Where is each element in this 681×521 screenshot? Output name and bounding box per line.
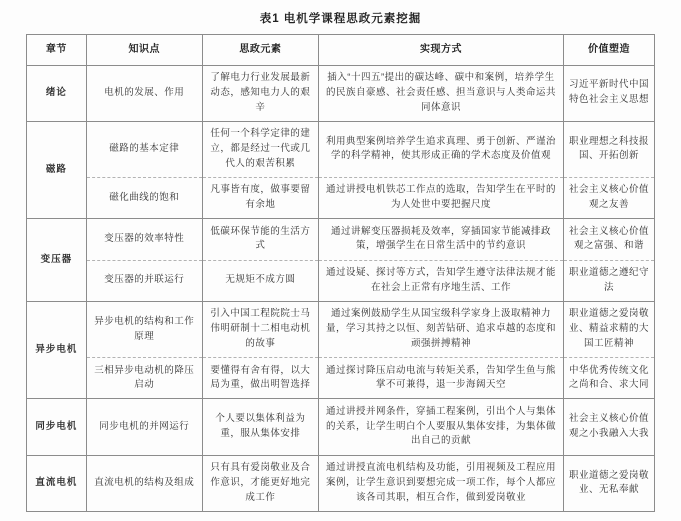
table-row	[27, 178, 655, 219]
knowledge-cell: 同步电机的并网运行	[86, 399, 202, 455]
table-row	[27, 455, 655, 511]
knowledge-cell: 异步电机的结构和工作原理	[86, 301, 202, 357]
chapter-cell: 变压器	[27, 219, 87, 302]
table-row	[27, 260, 655, 301]
table-row	[27, 301, 655, 357]
knowledge-cell: 变压器的并联运行	[86, 260, 202, 301]
col-header-method: 实现方式	[319, 35, 564, 66]
ideology-elements-table	[26, 34, 655, 512]
value-cell: 中华优秀传统文化之尚和合、求大同	[563, 358, 654, 399]
table-caption: 表1 电机学课程思政元素挖掘	[259, 13, 422, 25]
value-cell: 职业道德之爱岗敬业、精益求精的大国工匠精神	[563, 301, 654, 357]
element-cell: 低碳环保节能的生活方式	[202, 219, 318, 260]
value-cell: 职业道德之遵纪守法	[563, 260, 654, 301]
knowledge-cell: 直流电机的结构及组成	[86, 455, 202, 511]
element-cell: 个人要以集体利益为重，服从集体安排	[202, 399, 318, 455]
chapter-cell: 磁路	[27, 121, 87, 219]
value-cell: 职业理想之科技报国、开拓创新	[563, 121, 654, 177]
method-cell: 通过设疑、探讨等方式，告知学生遵守法律法规才能在社会上正常有序地生活、工作	[319, 260, 564, 301]
method-cell: 通过探讨降压启动电流与转矩关系，告知学生鱼与熊掌不可兼得，退一步海阔天空	[319, 358, 564, 399]
element-cell: 只有具有爱岗敬业及合作意识，才能更好地完成工作	[202, 455, 318, 511]
table-row	[27, 358, 655, 399]
method-cell: 通过讲解变压器损耗及效率，穿插国家节能减排政策，增强学生在日常生活中的节约意识	[319, 219, 564, 260]
knowledge-cell: 三相异步电动机的降压启动	[86, 358, 202, 399]
value-cell: 社会主义核心价值观之小我融入大我	[563, 399, 654, 455]
element-cell: 无规矩不成方圆	[202, 260, 318, 301]
table-row	[27, 219, 655, 260]
chapter-cell: 异步电机	[27, 301, 87, 399]
value-cell: 职业道德之爱岗敬业、无私奉献	[563, 455, 654, 511]
knowledge-cell: 磁化曲线的饱和	[86, 178, 202, 219]
chapter-cell: 直流电机	[27, 455, 87, 511]
element-cell: 凡事皆有度，做事要留有余地	[202, 178, 318, 219]
method-cell: 通过讲授直流电机结构及功能，引用视频及工程应用案例，让学生意识到要想完成一项工作，每个人都应该各司其职，相互合作，做到爱岗敬业	[319, 455, 564, 511]
knowledge-cell: 电机的发展、作用	[86, 65, 202, 121]
knowledge-cell: 磁路的基本定律	[86, 121, 202, 177]
knowledge-cell: 变压器的效率特性	[86, 219, 202, 260]
method-cell: 通过讲授并网条件，穿插工程案例，引出个人与集体的关系，让学生明白个人要服从集体安排，为集体做出自己的贡献	[319, 399, 564, 455]
table-row	[27, 121, 655, 177]
col-header-element: 思政元素	[202, 35, 318, 66]
value-cell: 习近平新时代中国特色社会主义思想	[563, 65, 654, 121]
method-cell: 通过案例鼓励学生从国宝级科学家身上汲取精神力量，学习其持之以恒、刻苦钻研、追求卓越的态度和顽强拼搏精神	[319, 301, 564, 357]
col-header-value: 价值塑造	[563, 35, 654, 66]
col-header-chapter: 章节	[27, 35, 87, 66]
method-cell: 利用典型案例培养学生追求真理、勇于创新、严谨治学的科学精神，使其形成正确的学术态度及价值观	[319, 121, 564, 177]
chapter-cell: 绪论	[27, 65, 87, 121]
value-cell: 社会主义核心价值观之富强、和谐	[563, 219, 654, 260]
table-row	[27, 399, 655, 455]
method-cell: 插入“十四五”提出的碳达峰、碳中和案例，培养学生的民族自豪感、社会责任感、担当意识与人类命运共同体意识	[319, 65, 564, 121]
method-cell: 通过讲授电机铁芯工作点的选取，告知学生在平时的为人处世中要把握尺度	[319, 178, 564, 219]
header-row	[27, 35, 655, 66]
element-cell: 要懂得有舍有得，以大局为重，做出明智选择	[202, 358, 318, 399]
value-cell: 社会主义核心价值观之友善	[563, 178, 654, 219]
element-cell: 任何一个科学定律的建立，都是经过一代或几代人的艰苦积累	[202, 121, 318, 177]
table-row	[27, 65, 655, 121]
element-cell: 了解电力行业发展最新动态，感知电力人的艰辛	[202, 65, 318, 121]
chapter-cell: 同步电机	[27, 399, 87, 455]
col-header-knowledge: 知识点	[86, 35, 202, 66]
element-cell: 引入中国工程院院士马伟明研制十二相电动机的故事	[202, 301, 318, 357]
